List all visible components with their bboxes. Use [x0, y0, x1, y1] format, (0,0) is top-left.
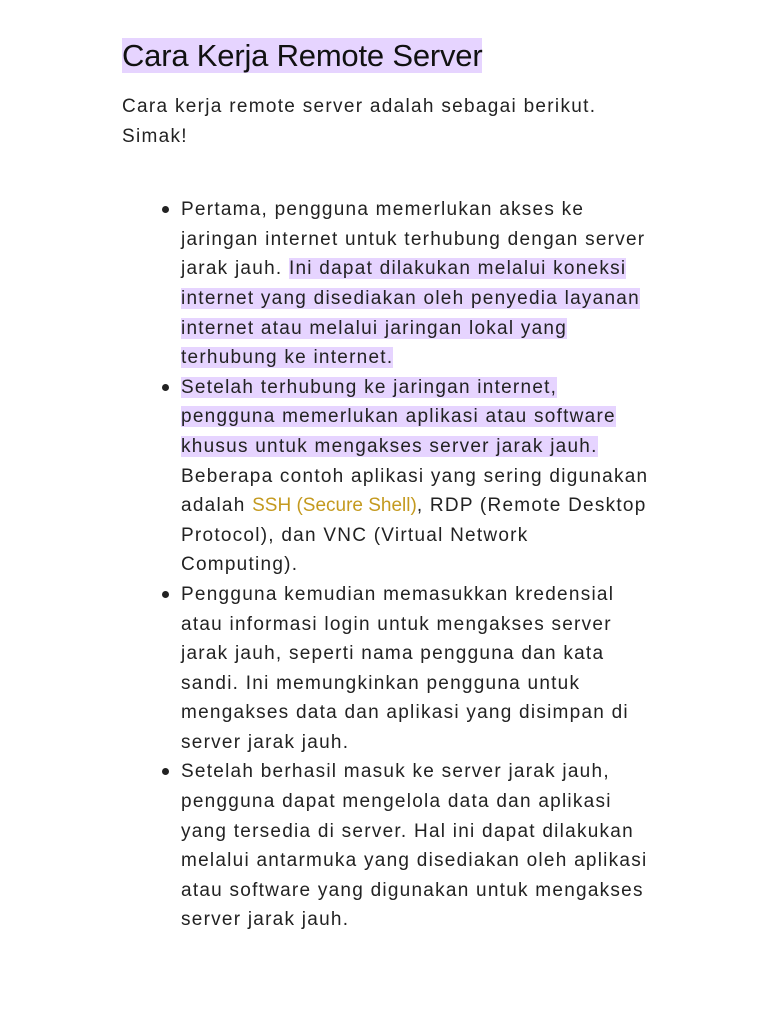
step-text: Pengguna kemudian memasukkan kredensial atau informasi login untuk mengakses server jarak jauh, seperti nama pengguna dan kata sandi. Ini memungkinkan pengguna untuk mengakses data dan aplikasi yang disimpan di server jarak jauh.: [181, 583, 629, 753]
article: [122, 36, 652, 935]
step-text: Beberapa contoh aplikasi yang sering digunakan adalah: [181, 465, 649, 517]
page-title: [122, 36, 652, 76]
bullet-icon: [162, 206, 169, 213]
list-item: [181, 580, 652, 758]
step-highlight: Setelah terhubung ke jaringan internet, pengguna memerlukan aplikasi atau software khusus untuk mengakses server jarak jauh.: [181, 376, 616, 457]
list-item: [181, 195, 652, 373]
list-item: [181, 373, 652, 580]
title-highlight: Cara Kerja Remote Server: [122, 38, 483, 73]
bullet-icon: [162, 384, 169, 391]
step-text: Setelah berhasil masuk ke server jarak jauh, pengguna dapat mengelola data dan aplikasi yang tersedia di server. Hal ini dapat dilakukan melalui antarmuka yang disediakan oleh aplikasi atau software yang digunakan untuk mengakses server jarak jauh.: [181, 761, 648, 931]
bullet-icon: [162, 591, 169, 598]
list-item: [181, 757, 652, 935]
bullet-icon: [162, 768, 169, 775]
steps-list: [122, 195, 652, 935]
step-highlight: Ini dapat dilakukan melalui koneksi internet yang disediakan oleh penyedia layanan internet atau melalui jaringan lokal yang terhubung ke internet.: [181, 258, 640, 369]
ssh-link[interactable]: SSH (Secure Shell): [252, 495, 417, 517]
step-text: Pertama, pengguna memerlukan akses ke jaringan internet untuk terhubung dengan server jarak jauh.: [181, 199, 646, 280]
step-text: , RDP (Remote Desktop Protocol), dan VNC (Virtual Network Computing).: [181, 495, 647, 576]
intro-paragraph: Cara kerja remote server adalah sebagai berikut. Simak!: [122, 96, 597, 147]
